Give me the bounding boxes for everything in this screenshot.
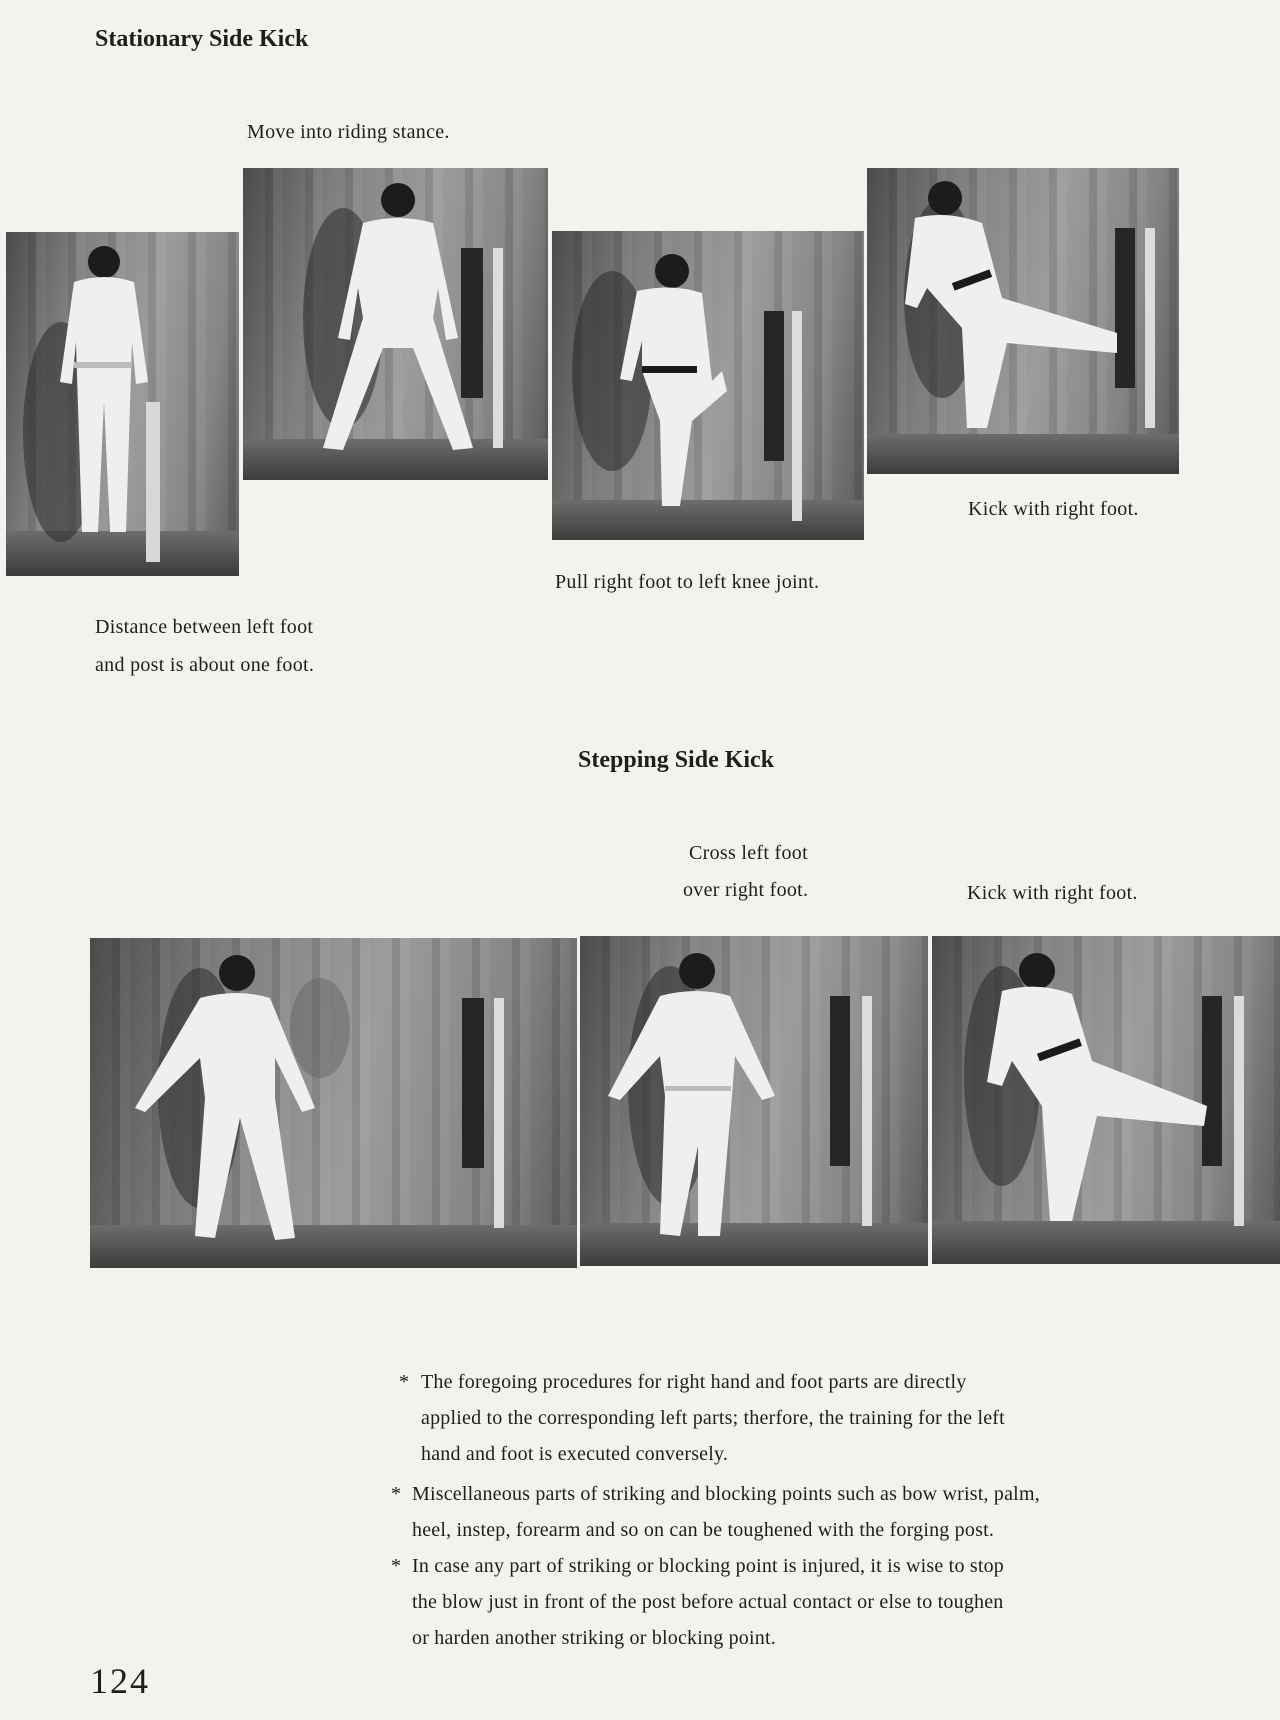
caption-kick-right-foot-1: Kick with right foot. [968, 498, 1139, 520]
note-2-bullet: * [391, 1483, 402, 1505]
photo-stationary-riding-stance [243, 168, 548, 480]
caption-pull-right-foot: Pull right foot to left knee joint. [555, 571, 820, 593]
note-3-line-1: In case any part of striking or blocking point is injured, it is wise to stop [412, 1555, 1004, 1577]
photo-stationary-kick [867, 168, 1179, 474]
note-3-line-2: the blow just in front of the post before actual contact or else to toughen [412, 1591, 1004, 1613]
caption-distance-line1: Distance between left foot [95, 616, 314, 638]
note-1-line-3: hand and foot is executed conversely. [421, 1443, 729, 1465]
photo-stationary-ready [6, 232, 239, 576]
section-title-stepping: Stepping Side Kick [578, 747, 775, 773]
section-title-stationary: Stationary Side Kick [95, 26, 309, 52]
photo-stationary-pull-knee [552, 231, 864, 540]
note-3-bullet: * [391, 1555, 402, 1577]
note-2-line-1: Miscellaneous parts of striking and blocking points such as bow wrist, palm, [412, 1483, 1040, 1505]
caption-kick-right-foot-2: Kick with right foot. [967, 882, 1138, 904]
note-2-line-2: heel, instep, forearm and so on can be toughened with the forging post. [412, 1519, 995, 1541]
note-3-line-3: or harden another striking or blocking point. [412, 1627, 776, 1649]
caption-cross-line2: over right foot. [683, 879, 809, 901]
note-3 [391, 1548, 1181, 1658]
note-1-line-1: The foregoing procedures for right hand and foot parts are directly [421, 1371, 967, 1393]
note-1-bullet: * [399, 1371, 410, 1393]
page-number: 124 [90, 1661, 150, 1701]
caption-cross-line1: Cross left foot [689, 842, 808, 864]
note-1-line-2: applied to the corresponding left parts; therfore, the training for the left [421, 1407, 1005, 1429]
photo-stepping-cross-foot [580, 936, 928, 1266]
caption-riding-stance: Move into riding stance. [247, 121, 450, 143]
note-1 [399, 1364, 1179, 1474]
photo-stepping-ready [90, 938, 577, 1268]
note-2 [391, 1476, 1181, 1550]
caption-distance-line2: and post is about one foot. [95, 654, 315, 676]
photo-stepping-kick [932, 936, 1280, 1264]
